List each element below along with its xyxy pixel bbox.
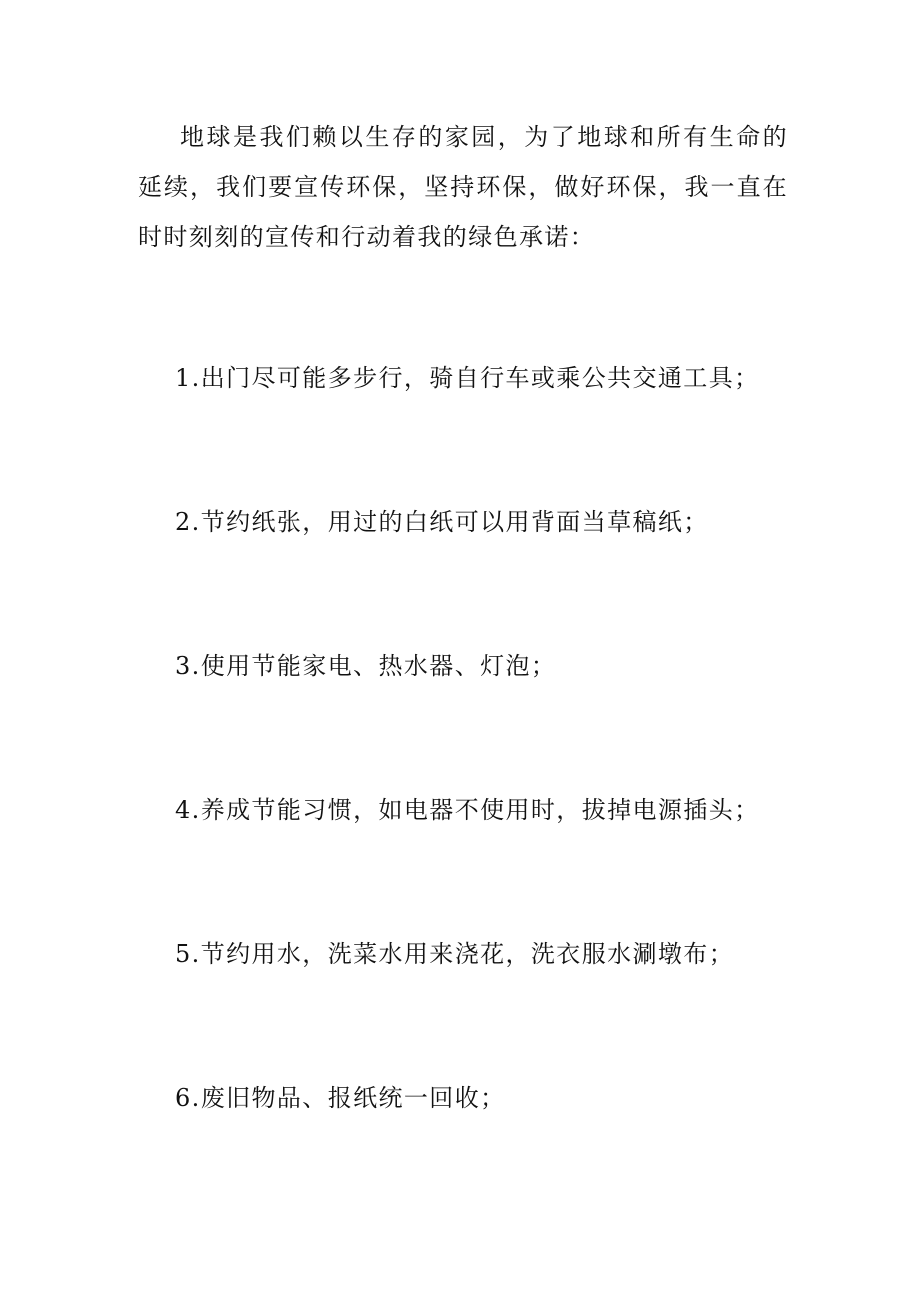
list-item: 4.养成节能习惯，如电器不使用时，拔掉电源插头； bbox=[175, 796, 760, 824]
list-item: 2.节约纸张，用过的白纸可以用背面当草稿纸； bbox=[175, 508, 709, 536]
list-item: 5.节约用水，洗菜水用来浇花，洗衣服水涮墩布； bbox=[175, 940, 735, 968]
list-item: 3.使用节能家电、热水器、灯泡； bbox=[175, 652, 557, 680]
intro-paragraph: 地球是我们赖以生存的家园，为了地球和所有生命的延续，我们要宣传环保，坚持环保，做好环保，我一直在时时刻刻的宣传和行动着我的绿色承诺： bbox=[138, 123, 788, 251]
list-item: 6.废旧物品、报纸统一回收； bbox=[175, 1084, 506, 1112]
list-item: 1.出门尽可能多步行，骑自行车或乘公共交通工具； bbox=[175, 364, 760, 392]
